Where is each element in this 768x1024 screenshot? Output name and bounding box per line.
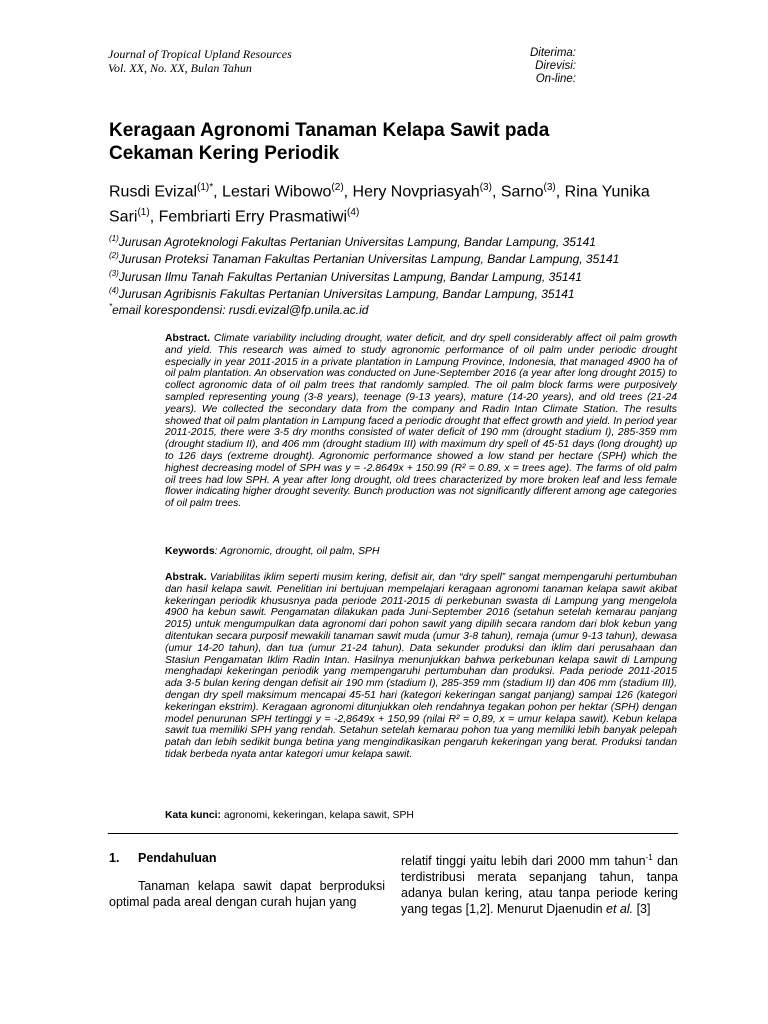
- intro-paragraph-continued: [401, 850, 678, 917]
- submission-dates: [530, 47, 576, 86]
- author-name: Lestari Wibowo: [222, 183, 332, 201]
- body-text: relatif tinggi yaitu lebih dari 2000 mm tahun: [401, 854, 646, 869]
- affiliation-text: Jurusan Proteksi Tanaman Fakultas Pertanian Universitas Lampung, Bandar Lampung, 35141: [118, 252, 620, 267]
- author-affil-marker: (1)*: [197, 182, 214, 193]
- affiliation-list: [109, 232, 679, 302]
- abstract-text: Climate variability including drought, water deficit, and dry spell considerably affect oil palm growth and yield. This research was aimed to study agronomic performance of oil palm under periodic drought especially in year 2011-2015 in a private plantation in Lampung Province, Indonesia, that managed 4900 ha of oil palm plantation. An observation was conducted on June-September 2016 (a year after long drought 2015) to collect agronomic data of oil palm trees that randomly sampled. The oil palm block farms were purposively sampled representing young (3-8 years), teenage (9-13 years), mature (14-20 years), and old trees (21-24 years). We collected the secondary data from the company and Radin Intan Climate Station. The results showed that oil palm plantation in Lampung faced a periodic drought that effect growth and yield. In period year 2011-2015, there were 3-5 dry months consisted of water deficit of 190 mm (drought stadium I), 285-359 mm (drought stadium II), and 406 mm (drought stadium III) with maximum dry spell of 45-51 days (long drought) up to 126 days (extreme drought). Agronomic performance showed a low stand per hectare (SPH) which the highest decreasing model of SPH was y = -2.8649x + 150.99 (R² = 0.89, x = trees age). The farms of old palm oil trees had low SPH. A year after long drought, old trees characterized by more broken leaf and less female flower indicating higher drought severity. Bunch production was not significantly different among age categories of oil palm trees.: [165, 333, 677, 510]
- affiliation-item: [109, 232, 679, 249]
- author-name: Rusdi Evizal: [109, 183, 198, 201]
- abstract-indonesian: [165, 572, 677, 761]
- section-heading: [109, 850, 385, 866]
- author-name: Fembriarti Erry Prasmatiwi: [158, 208, 348, 226]
- author-affil-marker: (3): [543, 182, 556, 193]
- journal-name: Journal of Tropical Upland Resources: [108, 47, 292, 61]
- corresponding-email: [109, 300, 368, 317]
- body-text: dan terdistribusi merata sepanjang tahun, tanpa adanya bulan kering, atau tanpa periode kering yang tegas [1,2]. Menurut Djaenudin: [401, 854, 678, 917]
- affiliation-item: [109, 249, 679, 266]
- author-list: [109, 177, 679, 228]
- keywords-indonesian: [165, 810, 677, 822]
- author-affil-marker: (2): [331, 182, 344, 193]
- affiliation-marker: (4): [109, 286, 119, 296]
- affiliation-marker: (2): [109, 251, 119, 261]
- unit-exponent: -1: [645, 853, 653, 862]
- citation-etal: et al.: [606, 902, 634, 917]
- keywords-english: [165, 546, 677, 558]
- affiliation-text: Jurusan Agribisnis Fakultas Pertanian Universitas Lampung, Bandar Lampung, 35141: [118, 287, 575, 302]
- abstract-english: [165, 333, 677, 510]
- abstrak-label: Abstrak.: [165, 572, 207, 583]
- author-name: Yunika Sari: [109, 183, 650, 226]
- revised-label: Direvisi:: [535, 60, 576, 72]
- author-affil-marker: (1): [137, 207, 150, 219]
- section-title: Pendahuluan: [138, 851, 217, 865]
- journal-volume: Vol. XX, No. XX, Bulan Tahun: [108, 61, 252, 75]
- keywords-label: Keywords: [165, 546, 215, 557]
- author-separator: ,: [149, 208, 159, 226]
- affiliation-item: [109, 267, 679, 284]
- abstrak-text: Variabilitas iklim seperti musim kering, defisit air, dan “dry spell” sangat mempengaruhi pertumbuhan dan hasil kelapa sawit. Penelitian ini bertujuan mempelajari keragaan agronomi tanaman kelapa sawit akibat kekeringan periodik khususnya pada periode 2011-2015 di perkebunan swasta di Lampung yang mengelola 4900 ha kebun sawit. Pengamatan dilakukan pada Juni-September 2016 (setahun setelah kemarau panjang 2015) untuk mengumpulkan data agronomi dari pohon sawit yang dipilih secara random dari blok kebun yang ditentukan secara purposif mewakili tanaman sawit muda (umur 3-8 tahun), remaja (umur 9-13 tahun), dewasa (umur 14-20 tahun), dan tua (umur 21-24 tahun). Data sekunder produksi dan iklim dari perusahaan dan Stasiun Pengamatan Iklim Radin Intan. Hasilnya menunjukkan bahwa perkebunan kelapa sawit di Lampung menghadapi kekeringan periodik yang mempengaruhi pertumbuhan dan produksi. Pada periode 2011-2015 ada 3-5 bulan kering dengan defisit air 190 mm (stadium I), 285-359 mm (stadium II) dan 406 mm (stadium III), dengan dry spell maksimum mencapai 45-51 hari (kategori kekeringan sangat panjang) sampai 126 (kategori kekeringan ekstrim). Keragaan agronomi ditunjukkan oleh rendahnya tegakan pohon per hektar (SPH) dengan model penurunan SPH tertinggi y = -2,8649x + 150,99 (nilai R² = 0,89, x = umur kelapa sawit). Kebun kelapa sawit tua memiliki SPH yang rendah. Setahun setelah kemarau pohon tua yang memiliki lebih banyak pelepah patah dan lebih sedikit bunga betina yang mengindikasikan pengaruh kekeringan yang berat. Produksi tandan tidak berbeda nyata antar kategori umur kelapa sawit.: [165, 572, 677, 760]
- paper-title: [109, 119, 669, 165]
- left-column: [109, 850, 385, 910]
- right-column: [401, 850, 678, 917]
- email-marker: *: [109, 302, 113, 311]
- affiliation-marker: (3): [109, 268, 119, 278]
- author-separator: , Rina: [555, 183, 602, 201]
- author-separator: ,: [491, 183, 501, 201]
- title-line-2: Cekaman Kering Periodik: [109, 143, 340, 164]
- intro-paragraph: Tanaman kelapa sawit dapat berproduksi optimal pada areal dengan curah hujan yang: [109, 879, 385, 909]
- affiliation-text: Jurusan Ilmu Tanah Fakultas Pertanian Universitas Lampung, Bandar Lampung, 35141: [118, 269, 582, 284]
- author-name: Hery Novpriasyah: [352, 183, 480, 201]
- keywords-text: : Agronomic, drought, oil palm, SPH: [214, 546, 380, 557]
- kata-kunci-text: agronomi, kekeringan, kelapa sawit, SPH: [221, 810, 414, 821]
- kata-kunci-label: Kata kunci:: [165, 810, 222, 821]
- author-affil-marker: (4): [347, 207, 360, 219]
- author-name: Sarno: [500, 183, 544, 201]
- affiliation-text: Jurusan Agroteknologi Fakultas Pertanian Universitas Lampung, Bandar Lampung, 35141: [118, 235, 596, 249]
- author-separator: ,: [343, 183, 353, 201]
- author-separator: ,: [213, 183, 223, 201]
- title-line-1: Keragaan Agronomi Tanaman Kelapa Sawit pada: [109, 120, 550, 141]
- section-number: 1.: [109, 851, 120, 865]
- citation-ref: [3]: [633, 902, 651, 917]
- online-label: On-line:: [535, 73, 576, 85]
- affiliation-item: [109, 284, 679, 301]
- email-text: email korespondensi: rusdi.evizal@fp.unila.ac.id: [112, 303, 369, 317]
- section-divider: [108, 833, 678, 834]
- journal-header: [108, 47, 292, 75]
- affiliation-marker: (1): [109, 234, 119, 243]
- abstract-label: Abstract.: [165, 333, 211, 344]
- received-label: Diterima:: [529, 47, 576, 59]
- author-affil-marker: (3): [479, 182, 492, 193]
